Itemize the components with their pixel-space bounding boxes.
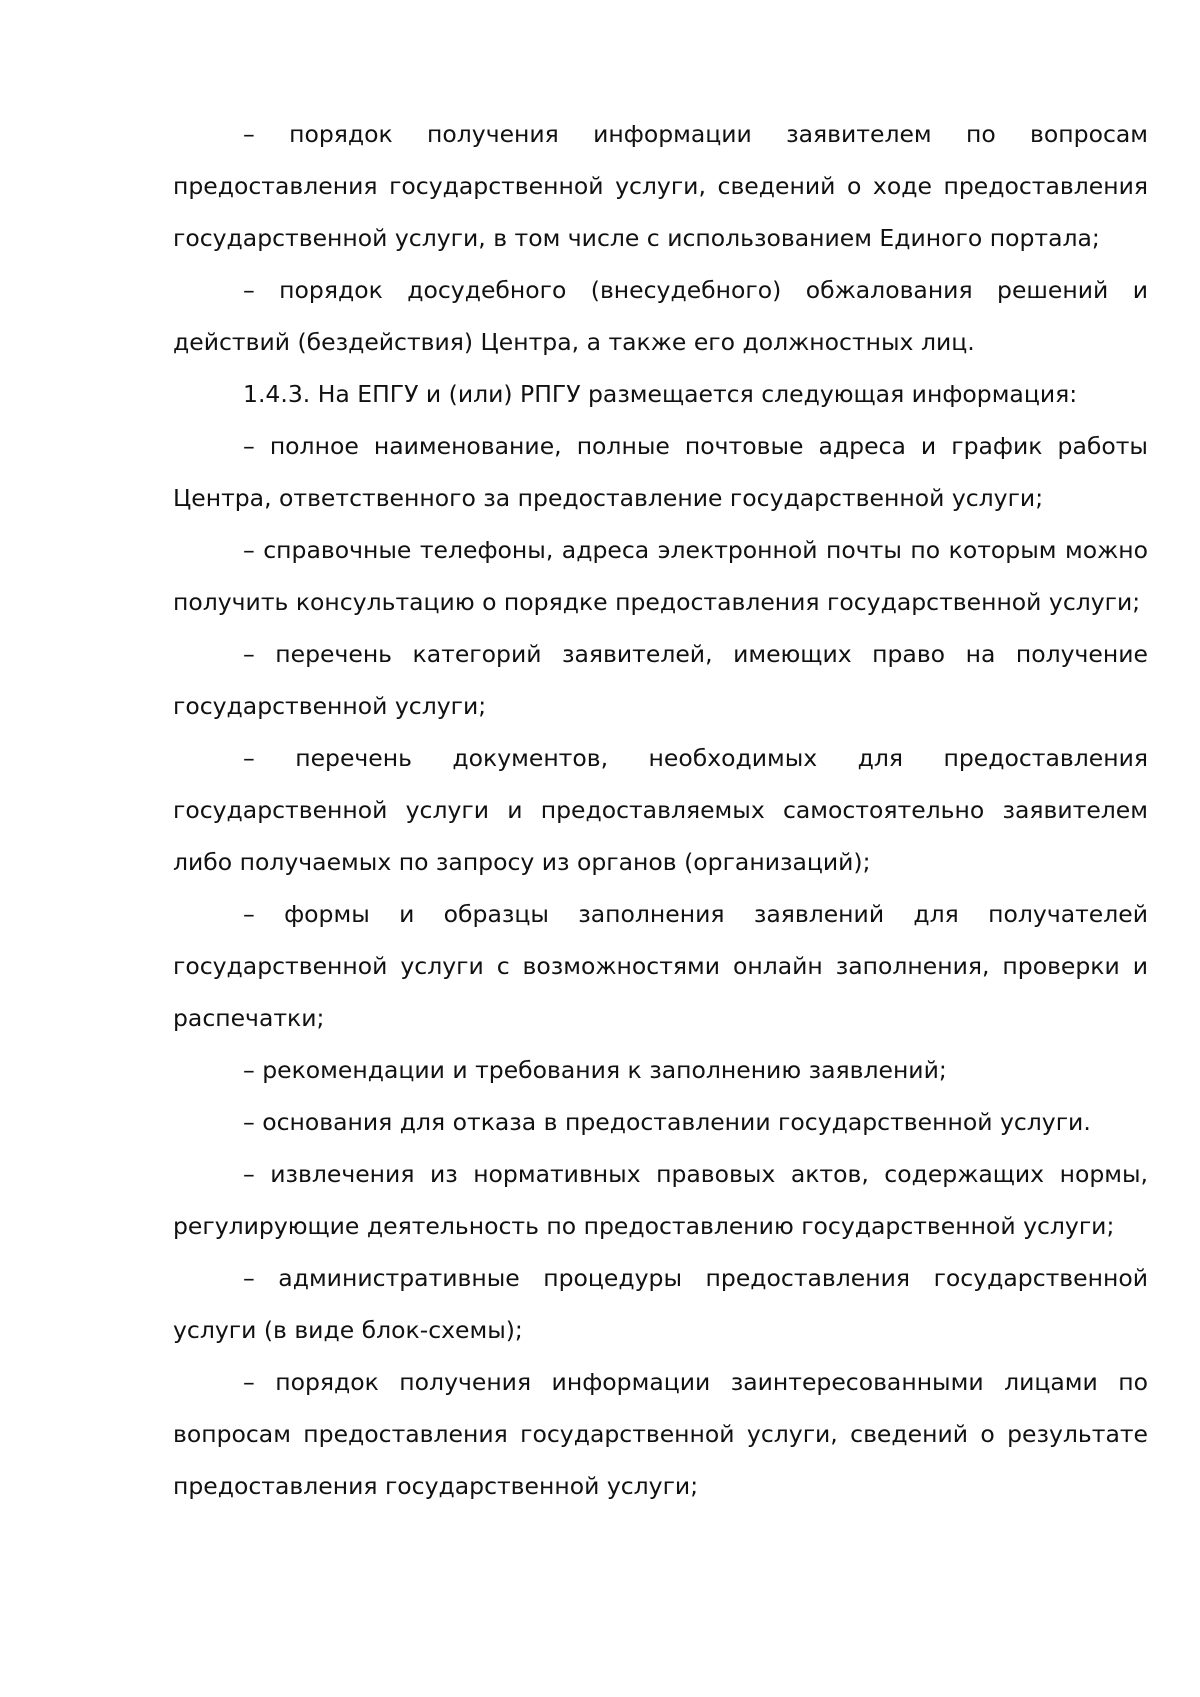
paragraph-applicant-categories: – перечень категорий заявителей, имеющих право на получение государственной услуги; xyxy=(173,640,1148,720)
paragraph-recommendations: – рекомендации и требования к заполнению заявлений; xyxy=(243,1056,947,1084)
paragraph-forms-samples: – формы и образцы заполнения заявлений для получателей государственной услуги с возможностями онлайн заполнения, проверки и распечатки; xyxy=(173,900,1148,1032)
paragraph-center-name-addresses: – полное наименование, полные почтовые адреса и график работы Центра, ответственного за предоставление государственной услуги; xyxy=(173,432,1148,512)
paragraph-admin-procedures: – административные процедуры предоставления государственной услуги (в виде блок-схемы); xyxy=(173,1264,1148,1344)
paragraph-result-info-procedure: – порядок получения информации заинтересованными лицами по вопросам предоставления государственной услуги, сведений о результате предоставления государственной услуги; xyxy=(173,1368,1148,1500)
paragraph-appeal-procedure: – порядок досудебного (внесудебного) обжалования решений и действий (бездействия) Центра, а также его должностных лиц. xyxy=(173,276,1148,356)
paragraph-legal-extracts: – извлечения из нормативных правовых актов, содержащих нормы, регулирующие деятельность по предоставлению государственной услуги; xyxy=(173,1160,1148,1240)
paragraph-refusal-grounds: – основания для отказа в предоставлении государственной услуги. xyxy=(243,1108,1091,1136)
document-body xyxy=(173,108,1148,1512)
paragraph-required-documents: – перечень документов, необходимых для предоставления государственной услуги и предоставляемых самостоятельно заявителем либо получаемых по запросу из органов (организаций); xyxy=(173,744,1148,876)
paragraph-phones-emails: – справочные телефоны, адреса электронной почты по которым можно получить консультацию о порядке предоставления государственной услуги; xyxy=(173,536,1148,616)
paragraph-info-procedure: – порядок получения информации заявителем по вопросам предоставления государственной услуги, сведений о ходе предоставления государственной услуги, в том числе с использованием Единого портала; xyxy=(173,120,1148,252)
paragraph-section-1-4-3: 1.4.3. На ЕПГУ и (или) РПГУ размещается следующая информация: xyxy=(243,380,1078,408)
